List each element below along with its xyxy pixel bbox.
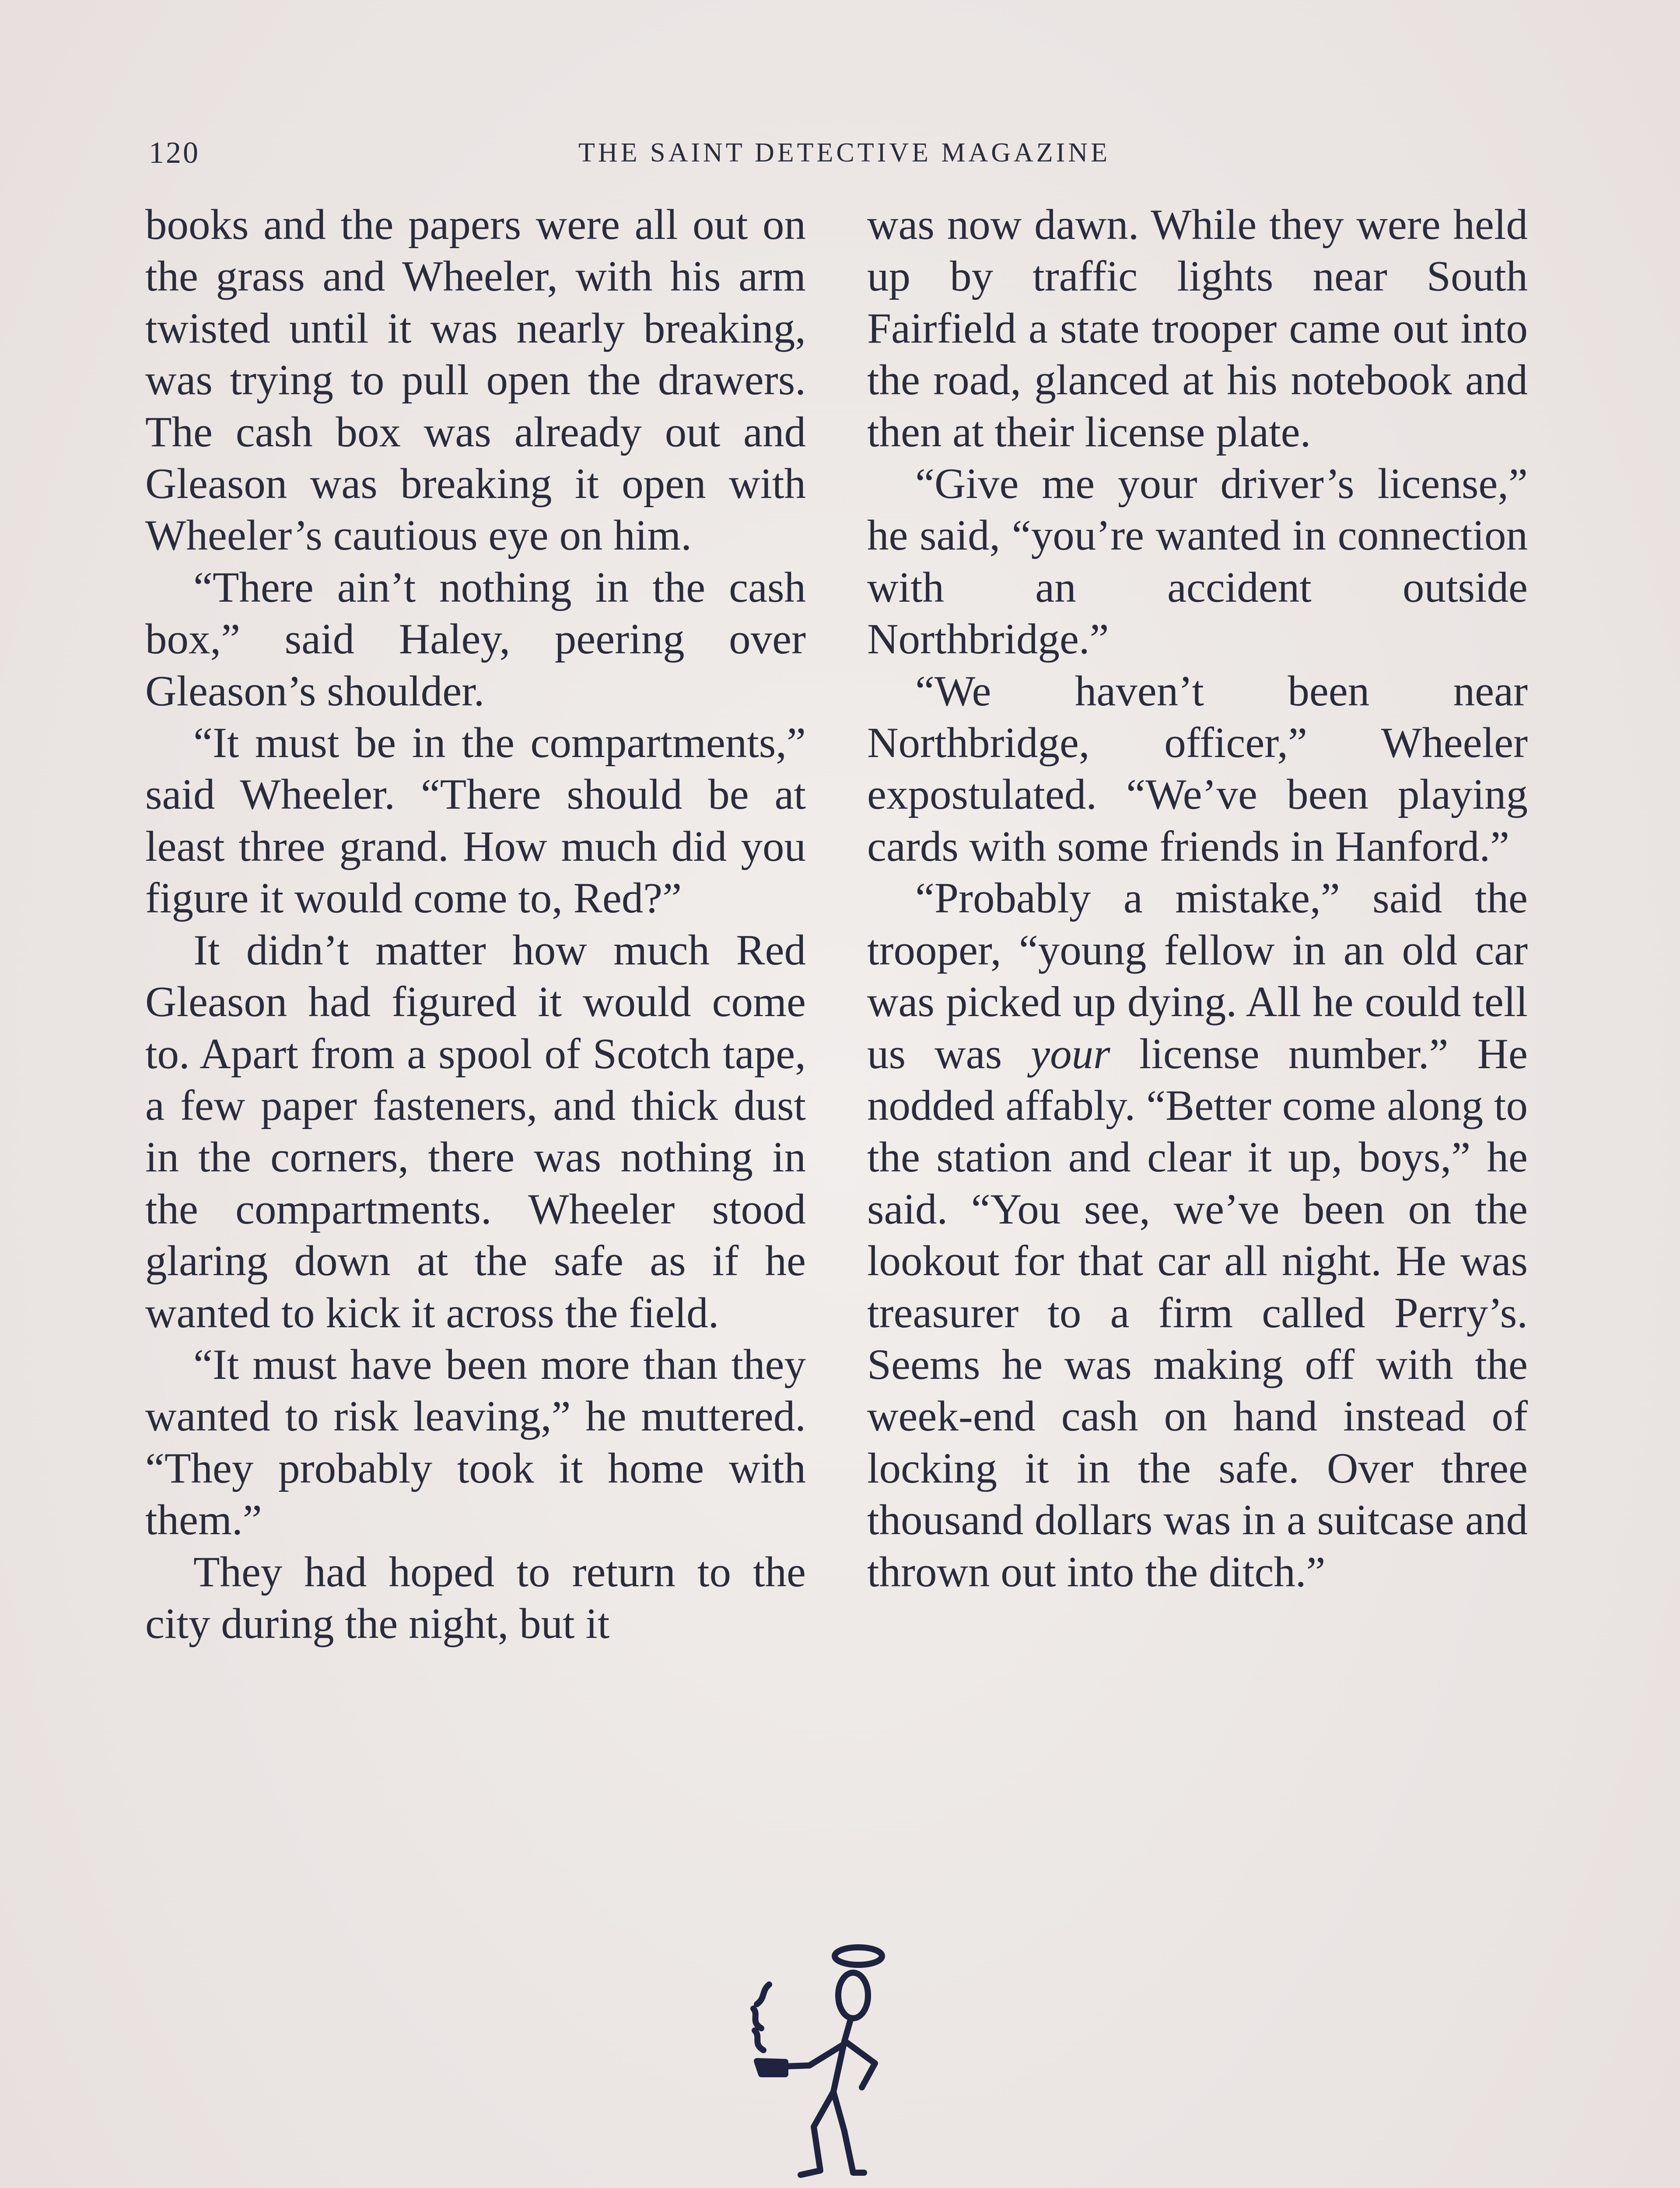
paragraph: They had hoped to return to the city during the night, but it [145,1548,806,1648]
paragraph: “There ain’t nothing in the cash box,” said Haley, peering over Gleason’s shoulder. [145,563,806,715]
text-run: “Probably a mistake,” said the trooper, “young fellow in an old car was picked up dying. All he could tell us was [867,874,1528,1078]
paragraph: “We haven’t been near Northbridge, officer,” Wheeler expostulated. “We’ve been playing cards with some friends in Hanford.” [867,667,1528,870]
paragraph: “It must have been more than they wanted to risk leaving,” he muttered. “They probably took it home with them.” [145,1340,806,1544]
paragraph: “It must be in the compartments,” said Wheeler. “There should be at least three grand. How much did you figure it would come to, Red?” [145,719,806,922]
saint-stick-figure-icon [744,1943,928,2188]
page-number: 120 [149,136,200,170]
paragraph: was now dawn. While they were held up by traffic lights near South Fairfield a state trooper came out into the road, glanced at his notebook and then at their license plate. [867,201,1528,456]
paragraph [867,873,1528,1598]
left-column [145,199,806,1650]
italic-emphasis: your [1031,1030,1110,1078]
paragraph: books and the papers were all out on the grass and Wheeler, with his arm twisted until it was nearly breaking, was trying to pull open the drawers. The cash box was already out and Gleason was breaking it open with Wheeler’s cautious eye on him. [145,201,806,560]
paragraph: It didn’t matter how much Red Gleason had figured it would come to. Apart from a spool of Scotch tape, a few paper fasteners, and thick dust in the corners, there was nothing in the compartments. Wheeler stood glaring down at the safe as if he wanted to kick it across the field. [145,926,806,1337]
page-header [144,136,1544,175]
running-head: THE SAINT DETECTIVE MAGAZINE [578,138,1110,168]
right-column [867,199,1528,1598]
paragraph: “Give me your driver’s license,” he said, “you’re wanted in connection with an accident outside Northbridge.” [867,460,1528,663]
text-run: license number.” He nodded affably. “Better come along to the station and clear it up, boys,” he said. “You see, we’ve been on the lookout for that car all night. He was treasurer to a firm called Perry’s. Seems he was making off with the week-end cash on hand instead of locking it in the safe. Over three thousand dollars was in a suitcase and thrown out into the ditch.” [867,1030,1528,1596]
